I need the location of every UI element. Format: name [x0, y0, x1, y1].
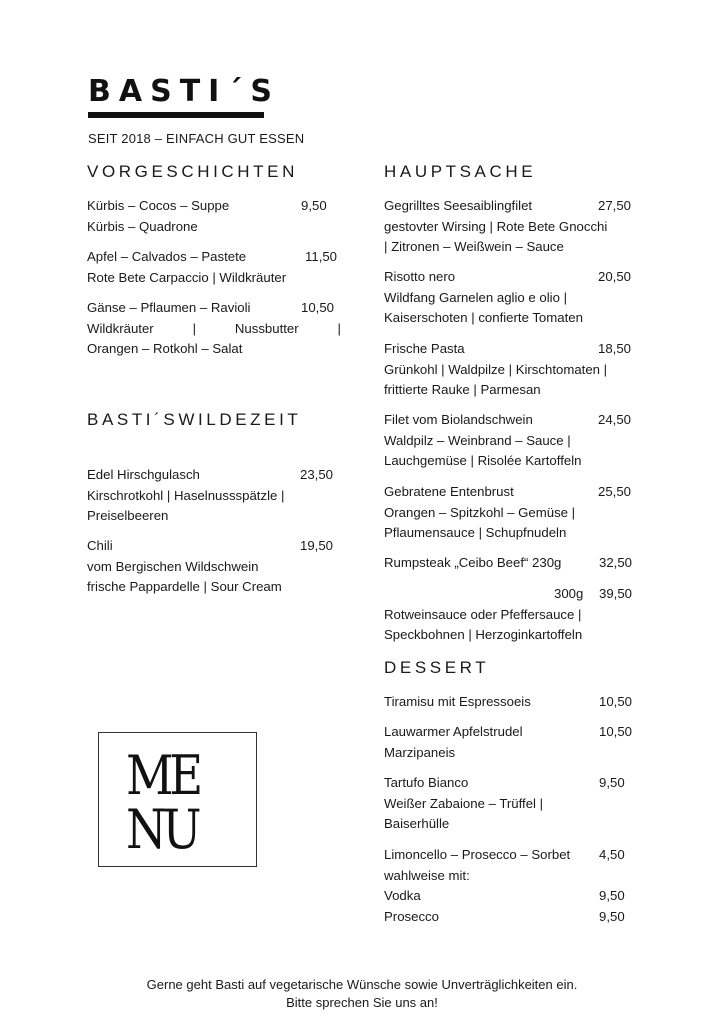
menu-item	[384, 845, 644, 927]
item-description: Preiselbeeren	[87, 508, 169, 524]
item-price: 9,50	[301, 198, 327, 213]
desc-word: Nussbutter	[234, 320, 299, 336]
item-description: | Zitronen – Weißwein – Sauce	[384, 239, 564, 255]
section-title-dessert: DESSERT	[384, 658, 490, 677]
desc-separator: |	[192, 320, 196, 336]
item-price: 39,50	[599, 586, 633, 601]
item-price: 18,50	[598, 341, 632, 356]
menu-item	[87, 247, 347, 288]
menu-item	[384, 722, 644, 763]
item-price: 10,50	[599, 724, 633, 739]
item-price: 20,50	[598, 269, 632, 284]
option-price: 9,50	[599, 888, 625, 904]
item-description: Lauchgemüse | Risolée Kartoffeln	[384, 453, 582, 469]
item-description: Kürbis – Quadrone	[87, 218, 198, 234]
item-description: frische Pappardelle | Sour Cream	[87, 579, 282, 595]
menu-item	[87, 298, 341, 360]
logo-underline	[88, 112, 264, 118]
menu-item	[87, 536, 347, 598]
desc-word: Wildkräuter	[87, 320, 154, 336]
item-price: 23,50	[300, 467, 334, 482]
option-row	[384, 907, 644, 928]
item-name: Gänse – Pflaumen – Ravioli	[87, 300, 251, 315]
item-price: 11,50	[305, 249, 338, 264]
item-name: Gegrilltes Seesaiblingfilet	[384, 198, 533, 213]
menu-item	[87, 465, 347, 527]
menu-item	[384, 339, 644, 401]
item-description-justified	[87, 319, 341, 340]
menu-logo-line2: NU	[126, 798, 198, 861]
item-weight: 300g	[554, 586, 584, 601]
footer-note-line2: Bitte sprechen Sie uns an!	[286, 995, 438, 1010]
item-description: Orangen – Rotkohl – Salat	[87, 341, 243, 357]
option-label: Vodka	[384, 888, 421, 904]
item-description: Grünkohl | Waldpilze | Kirschtomaten |	[384, 361, 608, 377]
item-description: Speckbohnen | Herzoginkartoffeln	[384, 627, 583, 643]
item-name: Chili	[87, 538, 113, 553]
item-name: Gebratene Entenbrust	[384, 484, 514, 499]
menu-item	[384, 482, 644, 544]
menu-item-rumpsteak-detail	[384, 584, 644, 646]
item-description: Baiserhülle	[384, 816, 450, 832]
item-description: gestovter Wirsing | Rote Bete Gnocchi	[384, 218, 608, 234]
item-name: Filet vom Biolandschwein	[384, 412, 533, 427]
item-name: Kürbis – Cocos – Suppe	[87, 198, 230, 213]
item-description: Kirschrotkohl | Haselnussspätzle |	[87, 487, 285, 503]
item-description: Waldpilz – Weinbrand – Sauce |	[384, 432, 571, 448]
section-title-hauptsache: HAUPTSACHE	[384, 162, 537, 181]
item-name: Apfel – Calvados – Pastete	[87, 249, 247, 264]
item-description: Weißer Zabaione – Trüffel |	[384, 795, 544, 811]
item-description: Pflaumensauce | Schupfnudeln	[384, 525, 567, 541]
item-name: Limoncello – Prosecco – Sorbet	[384, 847, 571, 862]
menu-item-rumpsteak	[384, 553, 644, 574]
item-name: Lauwarmer Apfelstrudel	[384, 724, 523, 739]
item-price: 32,50	[599, 555, 633, 570]
section-title-wildezeit: BASTI´SWILDEZEIT	[87, 410, 302, 429]
item-description: Orangen – Spitzkohl – Gemüse |	[384, 504, 576, 520]
menu-item	[384, 410, 644, 472]
menu-logo-box	[98, 732, 257, 867]
tagline: SEIT 2018 – EINFACH GUT ESSEN	[88, 131, 305, 146]
section-title-vorgeschichten: VORGESCHICHTEN	[87, 162, 298, 181]
item-description: Kaiserschoten | confierte Tomaten	[384, 310, 583, 326]
option-row	[384, 886, 644, 907]
item-price: 10,50	[599, 694, 633, 709]
item-name: Risotto nero	[384, 269, 456, 284]
weight-row	[384, 584, 644, 605]
desc-separator: |	[337, 320, 341, 336]
option-price: 9,50	[599, 908, 625, 924]
menu-item	[87, 196, 347, 237]
item-price: 27,50	[598, 198, 632, 213]
restaurant-logo: BASTI´S	[88, 74, 280, 109]
item-name: Frische Pasta	[384, 341, 465, 356]
item-price: 25,50	[598, 484, 632, 499]
item-name: Tartufo Bianco	[384, 775, 469, 790]
menu-logo-line1: ME	[126, 744, 199, 807]
menu-item	[384, 267, 644, 329]
item-name: Rumpsteak „Ceibo Beef“ 230g	[384, 555, 562, 570]
item-price: 24,50	[598, 412, 632, 427]
item-name: Edel Hirschgulasch	[87, 467, 200, 482]
item-description: Marzipaneis	[384, 744, 456, 760]
item-description: Wildfang Garnelen aglio e olio |	[384, 289, 568, 305]
footer-note-line1: Gerne geht Basti auf vegetarische Wünsche sowie Unverträglichkeiten ein.	[146, 977, 578, 992]
item-price: 4,50	[599, 847, 625, 862]
item-description: frittierte Rauke | Parmesan	[384, 382, 541, 398]
item-description: Rotweinsauce oder Pfeffersauce |	[384, 606, 582, 622]
option-label: Prosecco	[384, 908, 439, 924]
item-price: 19,50	[300, 538, 334, 553]
menu-item	[384, 692, 644, 713]
item-description: Rote Bete Carpaccio | Wildkräuter	[87, 269, 287, 285]
item-description: vom Bergischen Wildschwein	[87, 558, 259, 574]
menu-item	[384, 773, 644, 835]
item-price: 9,50	[599, 775, 625, 790]
item-description: wahlweise mit:	[384, 867, 470, 883]
menu-item	[384, 196, 644, 258]
item-name: Tiramisu mit Espressoeis	[384, 694, 531, 709]
item-price: 10,50	[301, 300, 335, 315]
